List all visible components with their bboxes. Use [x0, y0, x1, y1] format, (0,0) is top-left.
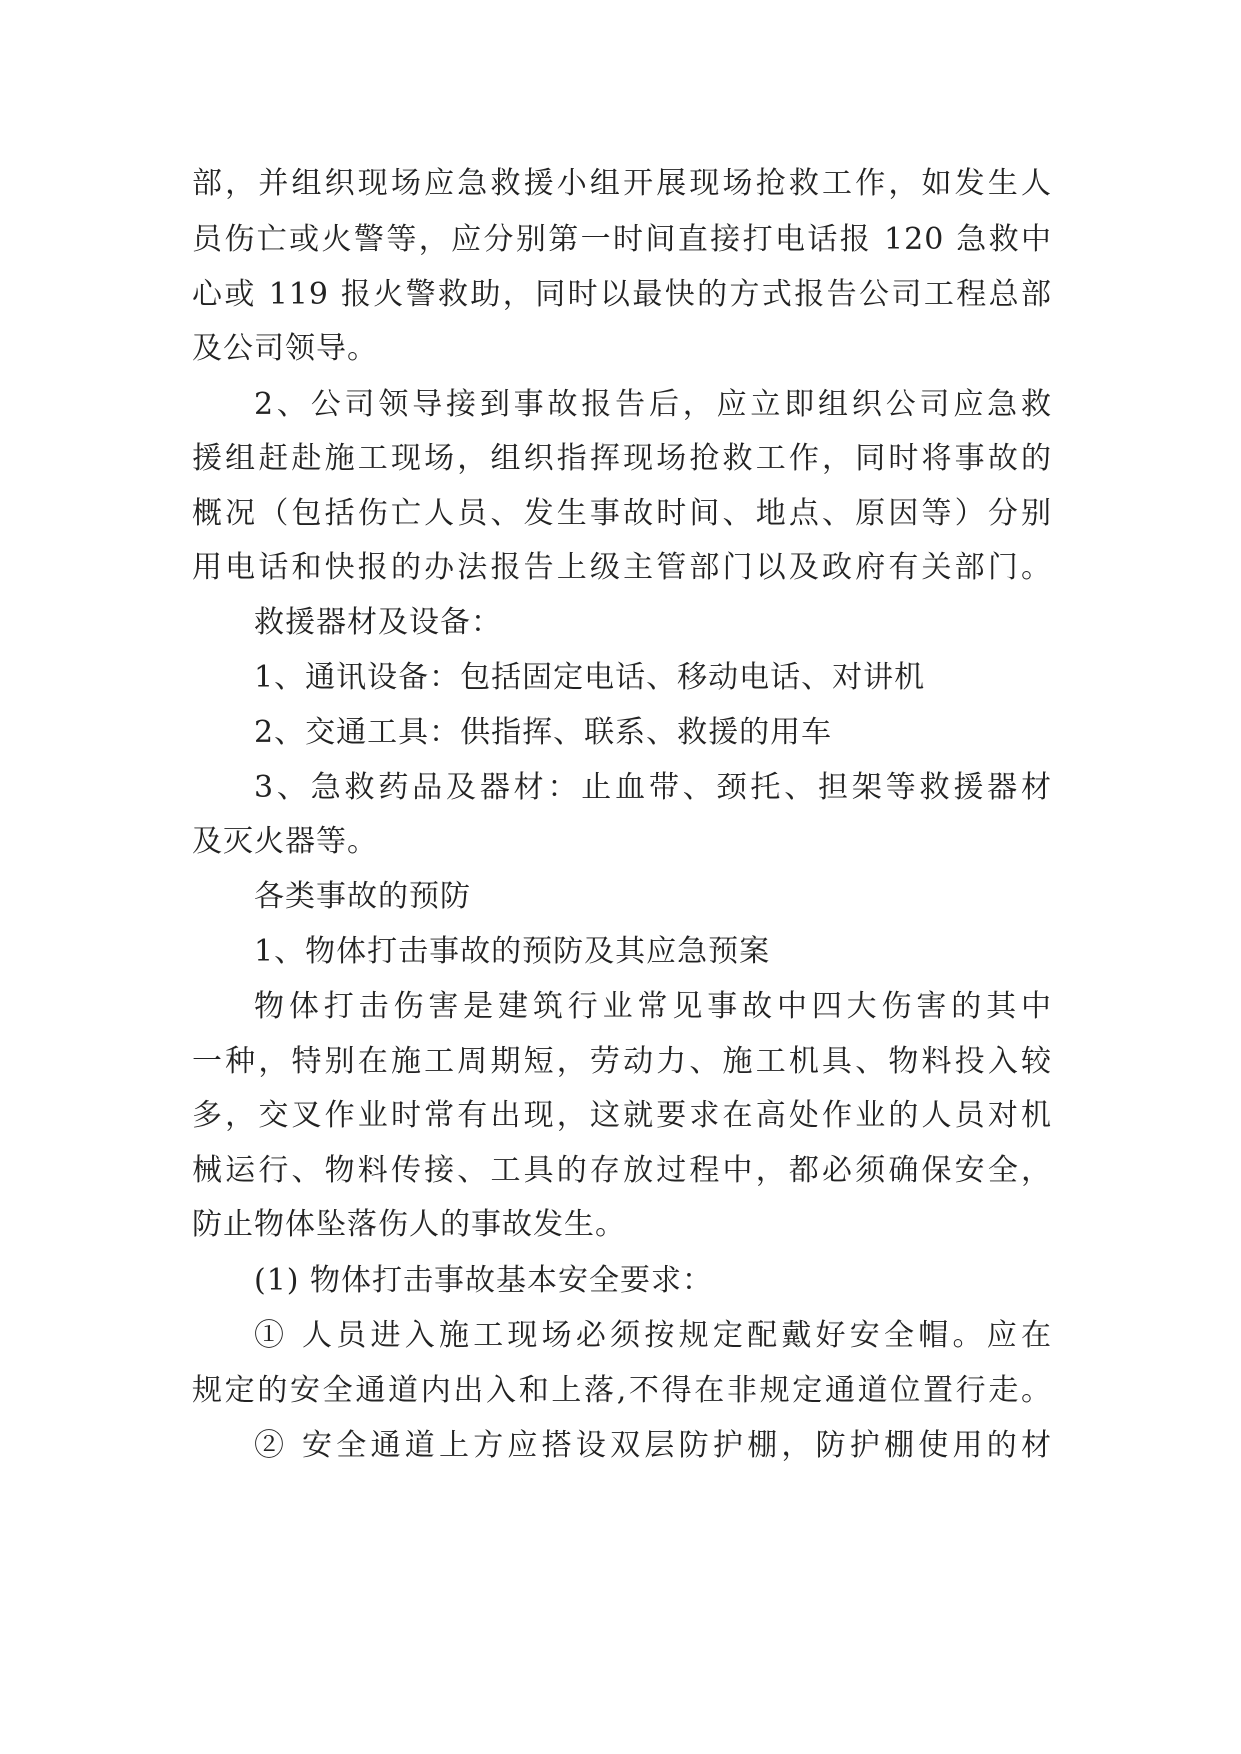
body-line: 防止物体坠落伤人的事故发生。: [192, 1207, 626, 1242]
body-line: 员伤亡或火警等，应分别第一时间直接打电话报 120 急救中: [192, 222, 1052, 257]
body-line: 心或 119 报火警救助，同时以最快的方式报告公司工程总部: [192, 277, 1052, 312]
list-item: 2、交通工具：供指挥、联系、救援的用车: [254, 715, 833, 750]
body-line: 援组赶赴施工现场，组织指挥现场抢救工作，同时将事故的: [192, 441, 1052, 476]
body-line: 多，交叉作业时常有出现，这就要求在高处作业的人员对机: [192, 1098, 1052, 1133]
body-line: 物体打击伤害是建筑行业常见事故中四大伤害的其中: [254, 989, 1052, 1024]
section-heading: 各类事故的预防: [254, 879, 471, 914]
list-item: ① 人员进入施工现场必须按规定配戴好安全帽。应在: [254, 1318, 1052, 1353]
body-line: 部，并组织现场应急救援小组开展现场抢救工作，如发生人: [192, 166, 1052, 201]
body-line: 及公司领导。: [192, 331, 378, 366]
section-heading: 救援器材及设备：: [254, 605, 502, 640]
subsection-heading: (1) 物体打击事故基本安全要求：: [254, 1263, 714, 1298]
subsection-heading: 1、物体打击事故的预防及其应急预案: [254, 934, 771, 969]
body-line: 械运行、物料传接、工具的存放过程中，都必须确保安全，: [192, 1153, 1052, 1188]
body-line: 一种，特别在施工周期短，劳动力、施工机具、物料投入较: [192, 1044, 1052, 1079]
list-item: 1、通讯设备：包括固定电话、移动电话、对讲机: [254, 660, 926, 695]
body-line: 2、公司领导接到事故报告后，应立即组织公司应急救: [254, 387, 1052, 422]
body-line: 规定的安全通道内出入和上落,不得在非规定通道位置行走。: [192, 1373, 1052, 1408]
body-line: 概况（包括伤亡人员、发生事故时间、地点、原因等）分别: [192, 496, 1052, 531]
list-item: 3、急救药品及器材：止血带、颈托、担架等救援器材: [254, 770, 1052, 805]
list-item: ② 安全通道上方应搭设双层防护棚，防护棚使用的材: [254, 1428, 1052, 1463]
body-line: 用电话和快报的办法报告上级主管部门以及政府有关部门。: [192, 550, 1052, 585]
body-line: 及灭火器等。: [192, 824, 378, 859]
